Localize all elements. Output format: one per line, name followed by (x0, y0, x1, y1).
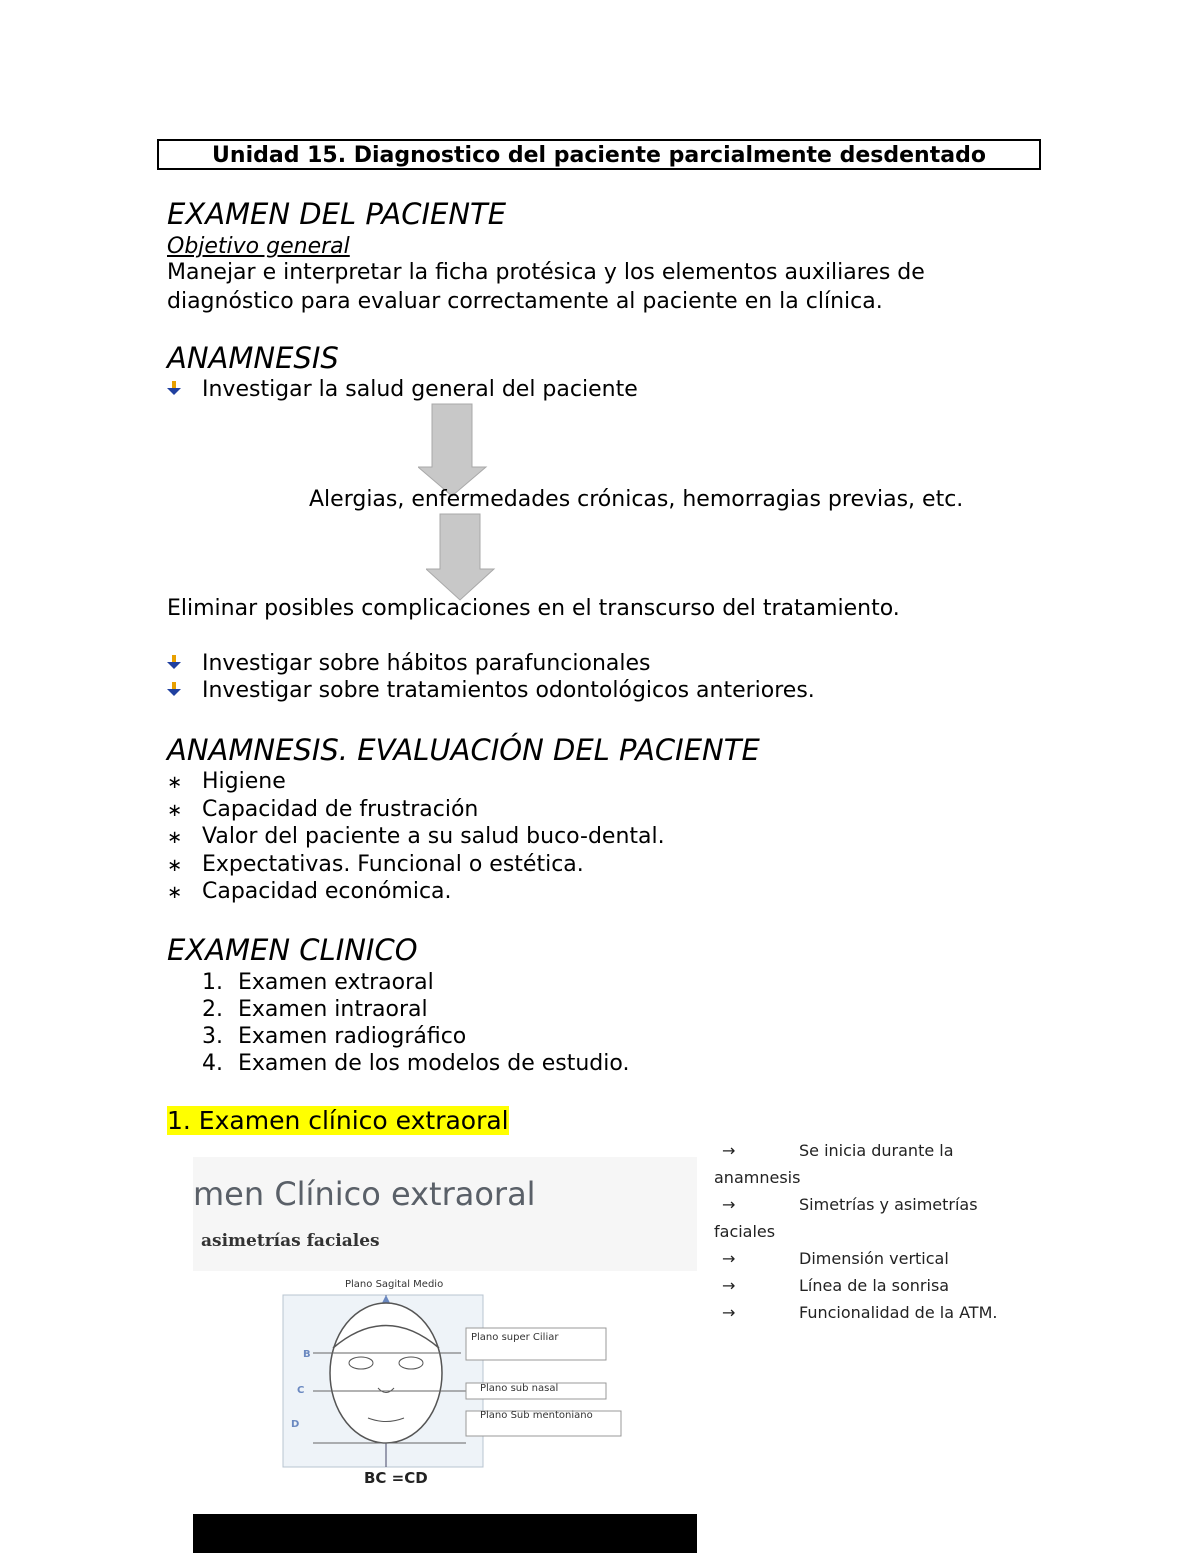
anamnesis-bullet-3 (167, 677, 815, 704)
section-heading-extraoral (167, 1106, 509, 1136)
subheading-objetivo: Objetivo general (167, 234, 350, 259)
down-arrow-icon (418, 403, 488, 497)
label-b: B (303, 1349, 311, 1360)
section-heading-evaluacion: ANAMNESIS. EVALUACIÓN DEL PACIENTE (167, 733, 760, 767)
right-arrow-icon: → (722, 1276, 736, 1295)
asterisk-bullet-icon: ∗ (167, 827, 183, 848)
item-text: Examen intraoral (238, 997, 428, 1022)
label-plano-super: Plano super Ciliar (471, 1332, 559, 1343)
side-text: Simetrías y asimetrías (799, 1195, 978, 1214)
side-text: Línea de la sonrisa (799, 1276, 950, 1295)
asterisk-bullet-icon: ∗ (167, 772, 183, 793)
arrow-down-bullet-icon (167, 650, 202, 677)
objetivo-line-2: diagnóstico para evaluar correctamente al paciente en la clínica. (167, 289, 883, 314)
item-text: Higiene (202, 769, 286, 794)
side-text: Se inicia durante la (799, 1141, 954, 1160)
bullet-text: Investigar sobre hábitos parafuncionales (202, 651, 651, 676)
bullet-text: Investigar sobre tratamientos odontológicos anteriores. (202, 678, 815, 703)
arrow-down-bullet-icon (167, 677, 202, 704)
side-text: Dimensión vertical (799, 1249, 949, 1268)
objetivo-line-1: Manejar e interpretar la ficha protésica y los elementos auxiliares de (167, 260, 925, 285)
label-plano-sagital: Plano Sagital Medio (345, 1279, 444, 1290)
clinico-item (202, 1023, 466, 1050)
item-text: Expectativas. Funcional o estética. (202, 852, 584, 877)
down-arrow-icon (426, 513, 496, 601)
item-number: 2. (202, 997, 223, 1022)
side-item (714, 1245, 997, 1272)
flow-end-text: Eliminar posibles complicaciones en el transcurso del tratamiento. (167, 596, 900, 621)
clinico-item (202, 996, 428, 1023)
face-diagram (273, 1293, 623, 1468)
bullet-text: Investigar la salud general del paciente (202, 377, 638, 402)
clinico-item (202, 1050, 629, 1077)
item-text: Examen radiográfico (238, 1024, 467, 1049)
item-text: Capacidad económica. (202, 879, 452, 904)
label-d: D (291, 1419, 300, 1430)
anamnesis-bullet-2 (167, 650, 651, 677)
side-text: Funcionalidad de la ATM. (799, 1303, 998, 1322)
item-text: Capacidad de frustración (202, 797, 479, 822)
item-text: Valor del paciente a su salud buco-dental. (202, 824, 665, 849)
evaluacion-item (167, 768, 286, 796)
item-number: 4. (202, 1051, 223, 1076)
face-symmetry-figure (193, 1157, 697, 1553)
arrow-down-bullet-icon (167, 376, 202, 403)
page-title: Unidad 15. Diagnostico del paciente parcialmente desdentado (157, 139, 1041, 170)
label-plano-sub-nasal: Plano sub nasal (480, 1383, 559, 1394)
evaluacion-item (167, 796, 478, 824)
side-item-cont: faciales (714, 1222, 776, 1241)
formula-text: BC =CD (364, 1469, 428, 1487)
right-arrow-icon: → (722, 1303, 736, 1322)
asterisk-bullet-icon: ∗ (167, 855, 183, 876)
side-item (714, 1299, 997, 1326)
item-number: 1. (202, 970, 223, 995)
right-arrow-icon: → (722, 1249, 736, 1268)
figure-bottom-bar (193, 1514, 697, 1553)
asterisk-bullet-icon: ∗ (167, 800, 183, 821)
side-notes (714, 1137, 997, 1326)
side-item (714, 1272, 997, 1299)
side-item (714, 1191, 997, 1218)
section-heading-examen: EXAMEN DEL PACIENTE (167, 197, 507, 231)
asterisk-bullet-icon: ∗ (167, 882, 183, 903)
flow-middle-text: Alergias, enfermedades crónicas, hemorragias previas, etc. (309, 487, 964, 512)
label-c: C (297, 1385, 305, 1396)
item-text: Examen extraoral (238, 970, 434, 995)
figure-subtitle: asimetrías faciales (201, 1231, 380, 1251)
right-arrow-icon: → (722, 1195, 736, 1214)
evaluacion-item (167, 878, 452, 906)
evaluacion-item (167, 823, 665, 851)
side-item-cont: anamnesis (714, 1168, 801, 1187)
evaluacion-item (167, 851, 584, 879)
highlighted-heading: 1. Examen clínico extraoral (167, 1106, 509, 1135)
figure-title: men Clínico extraoral (193, 1175, 536, 1213)
right-arrow-icon: → (722, 1141, 736, 1160)
section-heading-anamnesis: ANAMNESIS (167, 341, 339, 375)
side-item (714, 1137, 997, 1164)
section-heading-clinico: EXAMEN CLINICO (167, 933, 418, 967)
label-plano-sub-ment: Plano Sub mentoniano (480, 1410, 593, 1421)
item-number: 3. (202, 1024, 223, 1049)
clinico-item (202, 969, 434, 996)
anamnesis-bullet-1 (167, 376, 638, 403)
item-text: Examen de los modelos de estudio. (238, 1051, 630, 1076)
